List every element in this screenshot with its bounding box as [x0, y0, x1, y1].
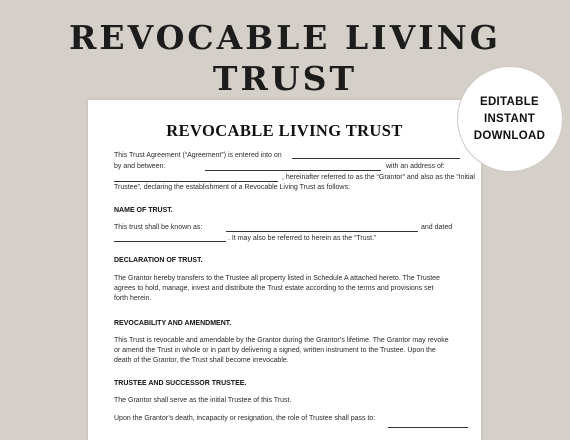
document-title: REVOCABLE LIVING TRUST [166, 121, 403, 140]
name-line-1a: This trust shall be known as: [114, 224, 203, 231]
document-page [88, 100, 481, 440]
trustee-line-2: Upon the Grantor’s death, incapacity or resignation, the role of Trustee shall pass to: [114, 415, 376, 422]
revocability-line-3: death of the Grantor, the Trust shall become irrevocable. [114, 357, 289, 364]
badge-line-3: DOWNLOAD [473, 130, 546, 142]
editable-download-badge [457, 66, 563, 172]
heading-declaration: DECLARATION OF TRUST. [114, 257, 203, 264]
intro-line-3: , hereinafter referred to as the “Grantor” and also as the “Initial [282, 174, 475, 181]
banner-title-line-1: REVOCABLE LIVING [69, 18, 501, 57]
name-line-1b: and dated [421, 224, 453, 231]
heading-name-of-trust: NAME OF TRUST. [114, 207, 173, 214]
declaration-line-2: agrees to hold, manage, invest and distribute the Trust estate according to the terms and provisions set [114, 285, 434, 292]
intro-line-4: Trustee”, declaring the establishment of a Revocable Living Trust as follows: [114, 184, 350, 191]
intro-line-2a: by and between: [114, 163, 166, 170]
heading-trustee: TRUSTEE AND SUCCESSOR TRUSTEE. [114, 380, 247, 387]
banner-title-line-2: TRUST [212, 59, 358, 98]
declaration-line-1: The Grantor hereby transfers to the Trustee all property listed in Schedule A attached hereto. The Trustee [114, 275, 440, 282]
address-blank [114, 181, 278, 182]
trustee-line-1: The Grantor shall serve as the initial Trustee of this Trust. [114, 397, 292, 404]
revocability-line-1: This Trust is revocable and amendable by the Grantor during the Grantor’s lifetime. The Grantor may revoke [114, 337, 449, 344]
revocability-line-2: or amend the Trust in whole or in part by delivering a signed, written instrument to the Trustee. Upon the [114, 347, 436, 354]
intro-line-2b: with an address of: [386, 163, 445, 170]
grantor-name-blank [205, 170, 381, 171]
badge-line-2: INSTANT [483, 113, 536, 125]
heading-revocability: REVOCABILITY AND AMENDMENT. [114, 320, 232, 327]
declaration-line-3: forth herein. [114, 295, 152, 302]
trust-date-blank [114, 241, 226, 242]
badge-line-1: EDITABLE [479, 96, 540, 108]
name-line-2: . It may also be referred to herein as the “Trust.” [228, 235, 377, 242]
trust-name-blank [226, 231, 418, 232]
intro-line-1: This Trust Agreement (“Agreement”) is entered into on [114, 152, 282, 159]
date-blank [292, 158, 460, 159]
